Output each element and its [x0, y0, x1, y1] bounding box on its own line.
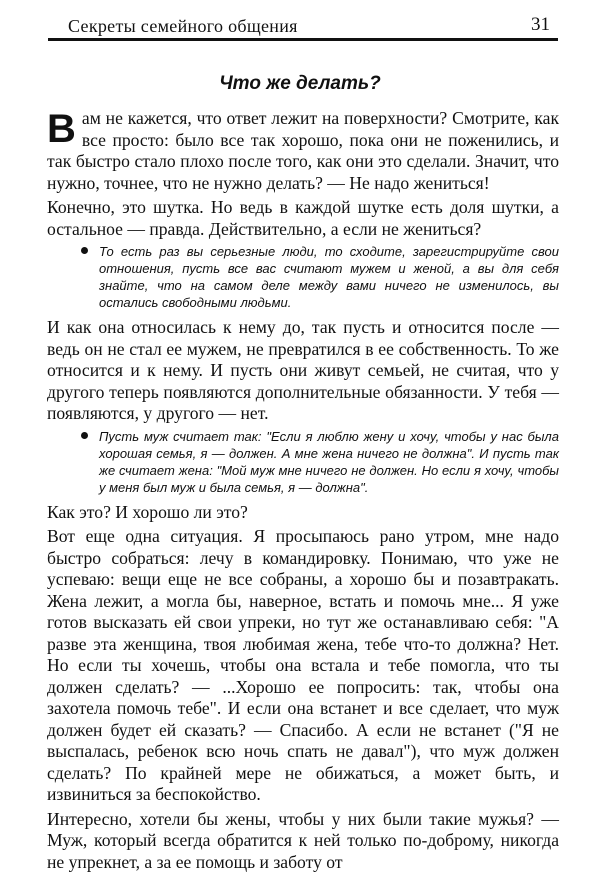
note-1-text: То есть раз вы серьезные люди, то сходите, зарегистрируйте свои отношения, пусть все вас считают мужем и женой, а вы для себя знайте, что на самом деле между вами ничего не изменилось, вы остались свободными людьми.	[99, 244, 559, 310]
section-heading: Что же делать?	[219, 73, 381, 94]
paragraph-2: Конечно, это шутка. Но ведь в каждой шутке есть доля шутки, а остальное — правда. Действительно, а если не жениться?	[47, 197, 559, 239]
paragraph-5: Вот еще одна ситуация. Я просыпаюсь рано утром, мне надо быстро собраться: лечу в командировку. Понимаю, что уже не успеваю: вещи еще не все собраны, а хорошо бы и позавтракать. Жена лежит, а могла бы, наверное, встать и помочь мне... Я уже готов высказать ей свои упреки, но тут же останавливаю себя: "А разве эта женщина, твоя любимая жена, тебе что-то должна? Нет. Но если ты хочешь, чтобы она встала и тебе помогла, что ты должен сделать? — ...Хорошо ее попросить: так, чтобы она захотела помочь тебе". И если она встанет и все сделает, что муж должен будет ей сказать? — Спасибо. А если не встанет ("Я не выспалась, ребенок всю ночь спать не давал"), что муж должен сделать? По крайней мере не обижаться, а может быть, и извиниться за беспокойство.	[47, 526, 559, 804]
paragraph-6: Интересно, хотели бы жены, чтобы у них были такие мужья? — Муж, который всегда обратится к ней только по-доброму, никогда не упрекнет, а за ее помощь и заботу от	[47, 808, 559, 872]
running-header	[48, 14, 558, 38]
bullet-dot-icon	[81, 432, 88, 439]
note-2-text: Пусть муж считает так: "Если я люблю жену и хочу, чтобы у нас была хорошая семья, я — должен. А мне жена ничего не должна". И пусть так же считает жена: "Мой муж мне ничего не должен. Но если я хочу, чтобы у меня был муж и была семья, я — должна".	[99, 428, 559, 495]
paragraph-4: Как это? И хорошо ли это?	[47, 501, 248, 522]
note-bullet-2	[47, 428, 559, 496]
drop-cap: В	[47, 107, 76, 151]
paragraph-1	[47, 108, 559, 194]
body-text	[47, 108, 559, 876]
bullet-dot-icon	[81, 247, 88, 254]
paragraph-1-text: ам не кажется, что ответ лежит на поверхности? Смотрите, как все просто: было все так хорошо, пока они не поженились, и так быстро стало плохо после того, как они это сделали. Значит, что нужно, точнее, что не нужно делать? — Не надо жениться!	[47, 108, 559, 193]
paragraph-3: И как она относилась к нему до, так пусть и относится после — ведь он не стал ее мужем, не превратился в ее собственность. То же относится и к нему. И пусть они живут семьей, не считая, что у другого теперь появляются дополнительные обязанности. У тебя — появляются, у другого — нет.	[47, 317, 559, 423]
page-number: 31	[531, 14, 550, 35]
header-rule	[48, 38, 558, 41]
note-bullet-1	[47, 243, 559, 311]
running-title: Секреты семейного общения	[68, 16, 298, 36]
